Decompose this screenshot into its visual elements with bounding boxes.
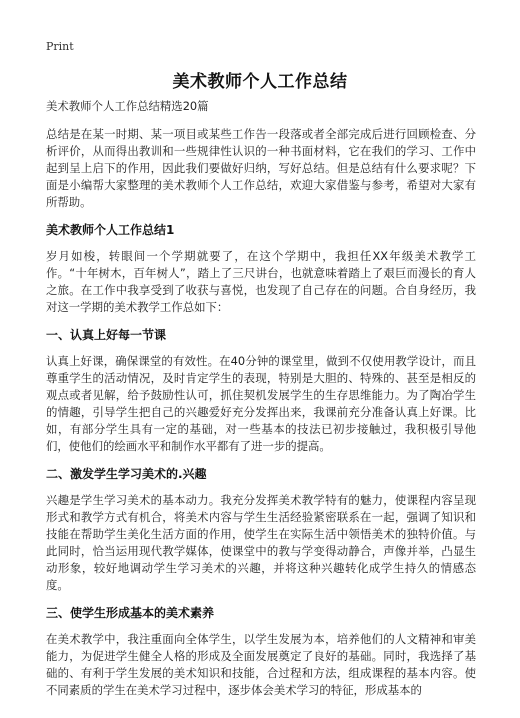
article-body <box>46 98 476 710</box>
print-link[interactable]: Print <box>46 40 74 53</box>
section-title: 美术教师个人工作总结1 <box>46 223 175 237</box>
heading-3: 三、使学生形成基本的美术素养 <box>46 606 215 620</box>
article-subtitle: 美术教师个人工作总结精选20篇 <box>46 99 209 113</box>
heading-1: 一、认真上好每一节课 <box>46 328 167 342</box>
paragraph-2: 兴趣是学生学习美术的基本动力。我充分发挥美术教学特有的魅力，使课程内容呈现形式和教学方式有机合，将美术内容与学生生活经验紧密联系在一起，强调了知识和技能在帮助学生美化生活方面的作用，使学生在实际生活中领悟美术的独特价值。与此同时，恰当运用现代教学媒体，使课堂中的教与学变得动静合，声像并举，凸显生动形象，较好地调动学生学习美术的兴趣，并将这种兴趣转化成学生持久的情感态度。 <box>46 493 476 592</box>
section-intro-paragraph: 岁月如梭，转眼间一个学期就要了，在这个学期中，我担任XX年级美术教学工作。“十年树木，百年树人”，踏上了三尺讲台，也就意味着踏上了艰巨而漫长的育人之旅。在工作中我享受到了收获与喜悦，也发现了自己存在的问题。合自身经历，我对这一学期的美术教学工作总如下： <box>46 249 476 314</box>
heading-2: 二、激发学生学习美术的.兴趣 <box>46 467 207 481</box>
paragraph-3: 在美术教学中，我注重面向全体学生，以学生发展为本，培养他们的人文精神和审美能力，为促进学生健全人格的形成及全面发展奠定了良好的基础。同时，我选择了基础的、有利于学生发展的美术知识和技能，合过程和方法，组成课程的基本内容。使不同素质的学生在美术学习过程中，逐步体会美术学习的特征，形成基本的 <box>46 632 476 697</box>
page-title: 美术教师个人工作总结 <box>172 72 348 92</box>
paragraph-1: 认真上好课，确保课堂的有效性。在40分钟的课堂里，做到不仅使用教学设计，而且尊重学生的活动情况，及时肯定学生的表现，特别是大胆的、特殊的、甚至是相反的观点或者见解，给予鼓励性认可，抓住契机发展学生的生存思维能力。为了陶冶学生的情趣，引导学生把自己的兴趣爱好充分发挥出来，我课前充分准备认真上好课。比如，有部分学生具有一定的基础，对一些基本的技法已初步接触过，我积极引导他们，使他们的绘画水平和制作水平都有了进一步的提高。 <box>46 354 476 453</box>
intro-paragraph: 总结是在某一时期、某一项目或某些工作告一段落或者全部完成后进行回顾检查、分析评价，从而得出教训和一些规律性认识的一种书面材料，它在我们的学习、工作中起到呈上启下的作用，因此我们要做好归纳，写好总结。但是总结有什么要求呢？下面是小编帮大家整理的美术教师个人工作总结，欢迎大家借鉴与参考，希望对大家有所帮助。 <box>46 127 476 209</box>
